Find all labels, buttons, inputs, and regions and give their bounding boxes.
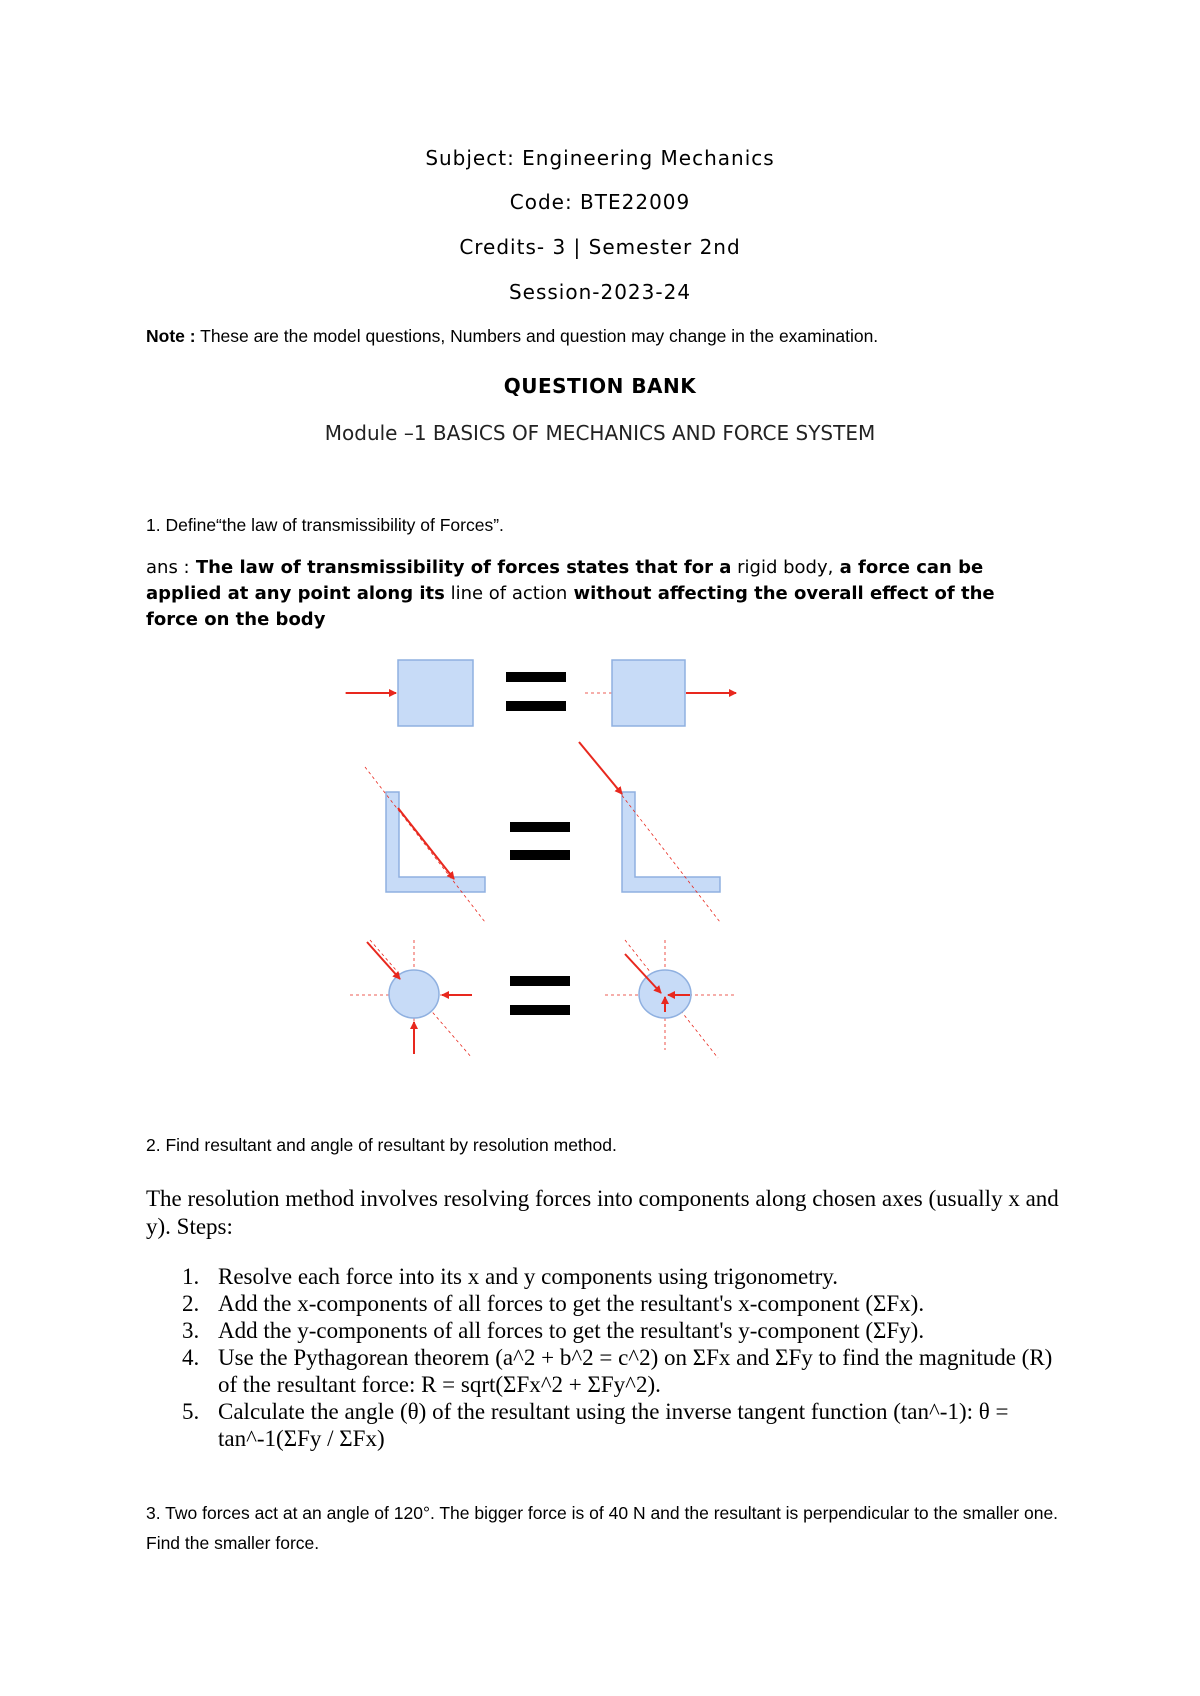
row-2-l-shapes xyxy=(365,742,720,922)
answer-part-2: rigid body, xyxy=(731,557,834,578)
question-2-number: 2. xyxy=(146,1135,161,1155)
step-number: 1. xyxy=(182,1264,200,1289)
circle-left xyxy=(389,970,439,1018)
session: Session-2023-24 xyxy=(508,280,692,304)
answer-part-5: without affecting the overall effect of the force on the body xyxy=(146,583,995,630)
l-shape-left xyxy=(386,792,485,892)
equals-bar-bottom-1 xyxy=(506,701,566,711)
step-item xyxy=(146,1398,1066,1452)
equals-bar-top-2 xyxy=(510,822,570,832)
equals-bar-bottom-3 xyxy=(510,1005,570,1015)
step-item xyxy=(146,1290,1066,1317)
row-3-circles xyxy=(350,940,735,1058)
l-shape-right xyxy=(622,792,720,892)
step-number: 5. xyxy=(182,1399,200,1424)
resolution-intro: The resolution method involves resolving forces into components along chosen axes (usually x and y). Steps: xyxy=(146,1186,1059,1239)
question-bank-title: QUESTION BANK xyxy=(503,374,697,398)
step-item xyxy=(146,1263,1066,1290)
answer-label: ans : xyxy=(146,557,190,578)
note-text: These are the model questions, Numbers and question may change in the examination. xyxy=(195,326,879,346)
block-right xyxy=(612,660,685,726)
row-1-blocks xyxy=(345,660,736,726)
question-1-text: Define“the law of transmissibility of Forces”. xyxy=(160,515,504,535)
block-left xyxy=(398,660,473,726)
force-arrow-l-right xyxy=(579,742,622,794)
force-arrow-l-left xyxy=(398,808,454,879)
credits-semester: Credits- 3 | Semester 2nd xyxy=(459,235,741,259)
force-arrow-circle-left-diagonal xyxy=(367,942,400,979)
course-code: Code: BTE22009 xyxy=(509,190,691,214)
step-text: Add the y-components of all forces to get the resultant's y-component (ΣFy). xyxy=(218,1318,925,1343)
question-2-text: Find resultant and angle of resultant by resolution method. xyxy=(160,1135,617,1155)
answer-part-3: a force can be applied at any point along its xyxy=(146,557,984,604)
step-item xyxy=(146,1344,1066,1398)
question-3-number: 3. xyxy=(146,1503,161,1523)
note-label: Note : xyxy=(146,326,196,346)
step-number: 2. xyxy=(182,1291,200,1316)
question-3-text: Two forces act at an angle of 120°. The bigger force is of 40 N and the resultant is perpendicular to the smaller one. Find the smaller force. xyxy=(146,1503,1059,1553)
step-number: 4. xyxy=(182,1345,200,1370)
question-1-number: 1. xyxy=(146,515,161,535)
answer-part-4: line of action xyxy=(444,583,568,604)
answer-part-1: The law of transmissibility of forces states that for a xyxy=(189,557,732,578)
step-number: 3. xyxy=(182,1318,200,1343)
equals-bar-bottom-2 xyxy=(510,850,570,860)
module-title: Module –1 BASICS OF MECHANICS AND FORCE SYSTEM xyxy=(324,421,876,445)
step-text: Add the x-components of all forces to get the resultant's x-component (ΣFx). xyxy=(218,1291,925,1316)
step-text: Use the Pythagorean theorem (a^2 + b^2 = c^2) on ΣFx and ΣFy to find the magnitude (R) of the resultant force: R = sqrt(ΣFx^2 + ΣFy^2). xyxy=(218,1345,1053,1397)
resolution-steps xyxy=(146,1263,1066,1452)
step-text: Calculate the angle (θ) of the resultant using the inverse tangent function (tan^-1): θ = tan^-1(ΣFy / ΣFx) xyxy=(218,1399,1009,1451)
subject-heading: Subject: Engineering Mechanics xyxy=(425,146,775,170)
equals-bar-top-3 xyxy=(510,976,570,986)
equals-bar-top-1 xyxy=(506,672,566,682)
question-2 xyxy=(146,1135,617,1156)
step-text: Resolve each force into its x and y components using trigonometry. xyxy=(218,1264,839,1289)
step-item xyxy=(146,1317,1066,1344)
question-3 xyxy=(146,1498,1076,1558)
